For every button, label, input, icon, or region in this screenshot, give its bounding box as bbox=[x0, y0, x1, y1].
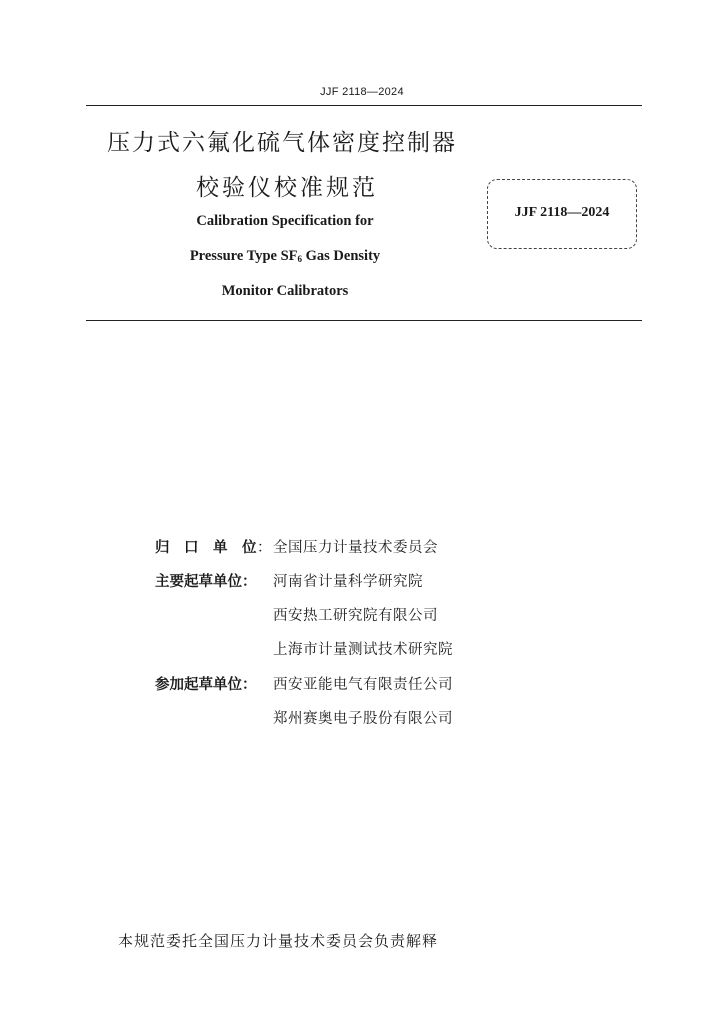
title-english-line-1: Calibration Specification for bbox=[196, 213, 374, 229]
title-english-line-3: Monitor Calibrators bbox=[221, 283, 349, 299]
main-drafting-unit-value: 上海市计量测试技术研究院 bbox=[273, 642, 453, 658]
title-chinese-line-1: 压力式六氟化硫气体密度控制器 bbox=[107, 130, 457, 156]
responsible-label-colon: ： bbox=[257, 540, 272, 556]
title-english-line-2-prefix: Pressure Type SF bbox=[189, 248, 298, 264]
main-drafting-unit-value: 西安热工研究院有限公司 bbox=[273, 608, 438, 624]
title-chinese-line-2: 校验仪校准规范 bbox=[196, 175, 378, 201]
participating-unit-label: 参加起草单位： bbox=[155, 677, 257, 693]
footer-interpretation-note: 本规范委托全国压力计量技术委员会负责解释 bbox=[118, 932, 439, 950]
participating-unit-value: 郑州赛奥电子股份有限公司 bbox=[273, 711, 453, 727]
title-english-line-2 bbox=[120, 248, 450, 265]
responsible-label-char: 归 bbox=[155, 540, 170, 556]
responsible-unit-value: 全国压力计量技术委员会 bbox=[273, 540, 438, 556]
participating-unit-value: 西安亚能电气有限责任公司 bbox=[273, 677, 453, 693]
header-rule bbox=[86, 105, 642, 106]
responsible-label-char: 单 bbox=[213, 540, 228, 556]
main-drafting-unit-label: 主要起草单位： bbox=[155, 574, 257, 590]
title-bottom-rule bbox=[86, 320, 642, 321]
title-english-line-2-suffix: Gas Density bbox=[302, 248, 381, 264]
standard-code-box-text: JJF 2118—2024 bbox=[514, 205, 610, 220]
responsible-label-char: 口 bbox=[184, 540, 199, 556]
title-english-subscript: 6 bbox=[297, 254, 303, 264]
main-drafting-unit-value: 河南省计量科学研究院 bbox=[273, 574, 423, 590]
header-standard-code: JJF 2118—2024 bbox=[320, 86, 404, 98]
responsible-label-char: 位 bbox=[242, 540, 257, 556]
standard-code-box bbox=[487, 179, 637, 249]
